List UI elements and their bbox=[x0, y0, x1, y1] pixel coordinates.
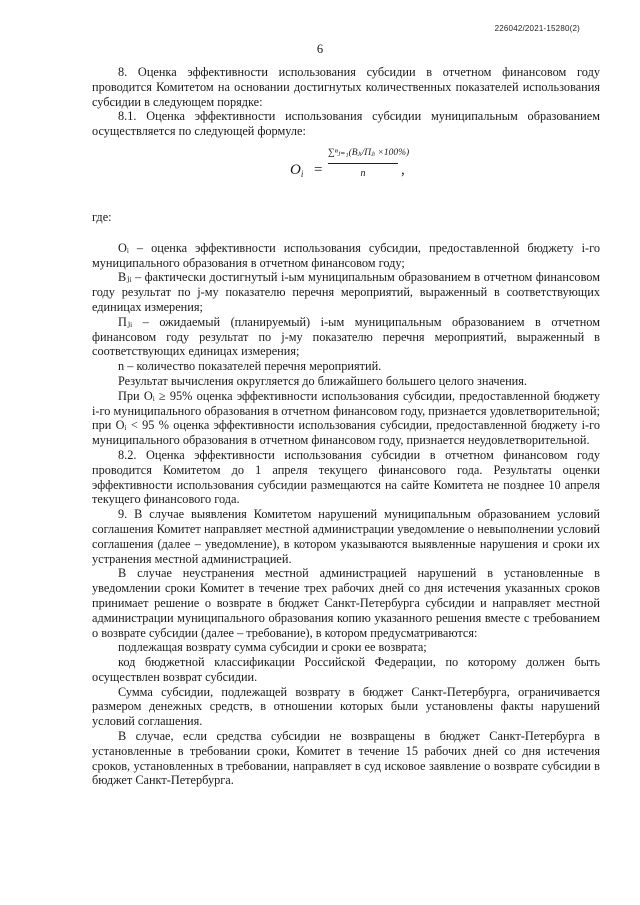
formula-fraction bbox=[328, 146, 410, 182]
paragraph-8: 8. Оценка эффективности использования субсидии в отчетном финансовом году проводится Комитетом на основании достигнутых количественных показателей использования субсидии в следующем порядке: bbox=[92, 65, 600, 109]
formula-lhs bbox=[290, 163, 303, 182]
where-label: где: bbox=[92, 209, 112, 224]
paragraph-budget-code: код бюджетной классификации Российской Федерации, по которому должен быть осуществлен возврат субсидии. bbox=[92, 655, 600, 684]
formula-lhs-symbol: O bbox=[290, 161, 301, 178]
threshold-rule: При Оᵢ ≥ 95% оценка эффективности использования субсидии, предоставленной бюджету i-го муниципального образования в отчетном финансовом году, признается удовлетворительной; при Оᵢ < 95 % оценка эффективности использования субсидии, предоставленной бюджету i-го муниципального образования в отчетном финансовом году, признается неудовлетворительной. bbox=[92, 388, 600, 448]
formula-lhs-subscript: i bbox=[300, 168, 304, 179]
formula-comma: , bbox=[401, 161, 405, 178]
spacer bbox=[92, 225, 600, 241]
document-id: 226042/2021-15280(2) bbox=[494, 24, 580, 33]
rounding-rule: Результат вычисления округляется до ближайшего большего целого значения. bbox=[118, 373, 527, 388]
paragraph-9: 9. В случае выявления Комитетом нарушений муниципальным образованием условий соглашения Комитет направляет местной администрации уведомление о невыполнении условий соглашения (далее – уведомление), в котором указываются выявленные нарушения и сроки их устранения местной администрацией. bbox=[92, 507, 600, 566]
definition-p: Пⱼᵢ – ожидаемый (планируемый) i-ым муниципальным образованием в отчетном финансовом году результат по j-му показателю перечня мероприятий, выраженный в соответствующих единицах измерения; bbox=[92, 314, 600, 359]
definition-n: n – количество показателей перечня мероприятий. bbox=[118, 359, 382, 374]
paragraph-8-2: 8.2. Оценка эффективности использования субсидии в отчетном финансовом году проводится Комитетом до 1 апреля текущего финансового года. Результаты оценки эффективности использования субсидии размещаются на сайте Комитета не позднее 10 апреля текущего финансового года. bbox=[92, 447, 600, 507]
paragraph-8-1: 8.1. Оценка эффективности использования субсидии муниципальным образованием осуществляется по следующей формуле: bbox=[92, 109, 600, 139]
formula-denominator: n bbox=[360, 167, 366, 179]
efficiency-formula bbox=[92, 146, 600, 206]
paragraph-limit: Сумма субсидии, подлежащей возврату в бюджет Санкт-Петербурга, ограничивается размером денежных средств, в отношении которых были установлены факты нарушений условий соглашения. bbox=[92, 684, 600, 729]
paragraph-amount: подлежащая возврату сумма субсидии и сроки ее возврата; bbox=[118, 640, 427, 655]
paragraph-court: В случае, если средства субсидии не возвращены в бюджет Санкт-Петербурга в установленные в требовании сроки, Комитет в течение 15 рабочих дней со дня истечения сроков, установленных в требовании, направляет в суд исковое заявление о возврате субсидии в бюджет Санкт-Петербурга. bbox=[92, 729, 600, 788]
formula-numerator: ∑ⁿⱼ₌₁(Bⱼᵢ/Пⱼᵢ ×100%) bbox=[328, 146, 398, 164]
definition-b: Вⱼᵢ – фактически достигнутый i-ым муниципальным образованием в отчетном финансовом году результат по j-му показателю перечня мероприятий, выраженный в соответствующих единицах измерения; bbox=[92, 270, 600, 314]
page-number: 6 bbox=[316, 42, 324, 56]
paragraph-non-compliance: В случае неустранения местной администрацией нарушений в установленные в уведомлении сроки Комитет в течение трех рабочих дней со дня истечения указанных сроков принимает решение о возврате в бюджет Санкт-Петербурга субсидии и направляет местной администрации муниципального образования копию указанного решения вместе с требованием о возврате субсидии (далее – требование), в котором предусматриваются: bbox=[92, 566, 600, 640]
document-body bbox=[92, 65, 600, 788]
formula-equals: = bbox=[314, 161, 323, 178]
definition-o: Оᵢ – оценка эффективности использования субсидии, предоставленной бюджету i-го муниципального образования в отчетном финансовом году; bbox=[92, 240, 600, 270]
